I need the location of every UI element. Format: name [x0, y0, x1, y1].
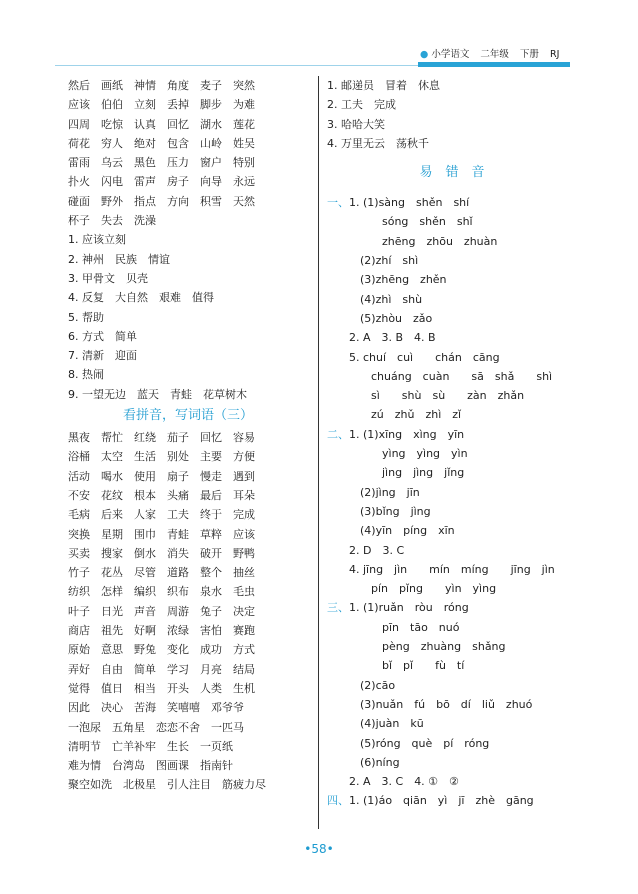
pinyin-line [327, 328, 577, 347]
pinyin-line [327, 695, 577, 714]
pinyin-line [327, 251, 577, 270]
answer-line: 4. 反复 大自然 艰难 值得 [68, 291, 214, 305]
word-row: 纺织 怎样 编织 织布 泉水 毛虫 [68, 585, 255, 599]
answer-line: 2. 神州 民族 情谊 [68, 252, 170, 266]
pinyin-text: (6)níng [327, 755, 400, 769]
pinyin-text: (5)róng què pí róng [327, 736, 490, 750]
word-row: 活动 喝水 使用 扇子 慢走 遇到 [68, 469, 255, 483]
pinyin-text: (3)bǐng jìng [327, 504, 431, 518]
pinyin-line [327, 463, 577, 482]
pinyin-line [327, 502, 577, 521]
answer-line: 1. 应该立刻 [68, 233, 126, 247]
word-row: 聚空如洗 北极星 引人注目 筋疲力尽 [68, 778, 266, 792]
volume: 下册 [519, 49, 539, 60]
pinyin-line [327, 348, 577, 367]
section-title-yicuoyin: 易 错 音 [419, 165, 485, 181]
pinyin-text: (2)zhí shì [327, 254, 419, 268]
pinyin-text: 4. jīng jìn mín míng jīng jìn [327, 562, 555, 576]
pinyin-text: 2. A 3. B 4. B [327, 331, 436, 345]
word-row: 难为情 台湾岛 图画课 指南针 [68, 759, 233, 773]
pinyin-text: (3)nuǎn fú bō dí liǔ zhuó [327, 697, 533, 711]
word-row: 竹子 花丛 尽管 道路 整个 抽丝 [68, 566, 255, 580]
word-row: 不安 花纹 根本 头痛 最后 耳朵 [68, 488, 255, 502]
pinyin-text: bǐ pǐ fù tí [327, 659, 465, 673]
header-accent-bar [418, 62, 570, 67]
answer-line: 3. 甲骨文 贝壳 [68, 271, 148, 285]
pinyin-line [327, 444, 577, 463]
pinyin-text: 1. (1)áo qiān yì jī zhè gāng [349, 794, 534, 808]
question-number: 四、 [327, 794, 349, 808]
pinyin-text: (2)jìng jīn [327, 485, 420, 499]
pinyin-line [327, 734, 577, 753]
word-row: 觉得 值日 相当 开头 人类 生机 [68, 681, 255, 695]
subject: 小学语文 [431, 49, 470, 60]
pinyin-text: 2. A 3. C 4. ① ② [327, 775, 459, 789]
pinyin-text: zú zhǔ zhì zǐ [327, 408, 462, 422]
answer-line: 3. 哈哈大笑 [327, 117, 385, 131]
pinyin-text: (4)yīn píng xīn [327, 524, 455, 538]
answer-line: 2. 工夫 完成 [327, 98, 396, 112]
word-row: 突换 星期 围巾 青蛙 草粹 应该 [68, 527, 255, 541]
pinyin-line [327, 791, 577, 810]
word-row: 扑火 闪电 雷声 房子 向导 永远 [68, 175, 255, 189]
answer-line: 7. 清新 迎面 [68, 349, 137, 363]
edition: RJ [549, 49, 560, 60]
pinyin-text: pèng zhuàng shǎng [327, 640, 506, 654]
pinyin-text: chuáng cuàn sā shǎ shì [327, 369, 553, 383]
word-row: 毛病 后来 人家 工夫 终于 完成 [68, 508, 255, 522]
word-row: 清明节 亡羊补牢 生长 一页纸 [68, 739, 233, 753]
pinyin-line [327, 367, 577, 386]
pinyin-line [327, 618, 577, 637]
word-row: 碰面 野外 指点 方向 积雪 天然 [68, 194, 255, 208]
pinyin-line [327, 637, 577, 656]
pinyin-text: 1. (1)sàng shěn shí [349, 196, 470, 210]
pinyin-line [327, 656, 577, 675]
pinyin-line [327, 232, 577, 251]
pinyin-text: (4)juàn kū [327, 717, 424, 731]
pinyin-line [327, 425, 577, 444]
pinyin-text: pín pǐng yìn yìng [327, 582, 497, 596]
pinyin-text: yìng yìng yìn [327, 447, 468, 461]
question-number: 一、 [327, 196, 349, 210]
word-row: 荷花 穷人 绝对 包含 山岭 姓吴 [68, 136, 255, 150]
word-row: 雷雨 乌云 黑色 压力 窗户 特别 [68, 156, 255, 170]
pinyin-text: 1. (1)ruǎn ròu róng [349, 601, 469, 615]
answer-line: 4. 万里无云 荡秋千 [327, 136, 429, 150]
answer-line: 5. 帮助 [68, 310, 104, 324]
answer-line: 6. 方式 简单 [68, 329, 137, 343]
pinyin-line [327, 521, 577, 540]
pinyin-text: (2)cāo [327, 678, 396, 692]
pinyin-line [327, 270, 577, 289]
pinyin-line [327, 386, 577, 405]
word-row: 然后 画纸 神情 角度 麦子 突然 [68, 79, 255, 92]
header-title [420, 46, 559, 60]
pinyin-line [327, 772, 577, 791]
pinyin-line [327, 579, 577, 598]
pinyin-line [327, 753, 577, 772]
word-row: 一泡尿 五角星 恋恋不舍 一匹马 [68, 720, 244, 734]
right-column [327, 76, 577, 811]
word-row: 原始 意思 野兔 变化 成功 方式 [68, 643, 255, 657]
pinyin-line [327, 541, 577, 560]
pinyin-text: (4)zhì shù [327, 292, 423, 306]
pinyin-text: sóng shěn shǐ [327, 215, 473, 229]
answer-line: 1. 邮递员 冒着 休息 [327, 79, 440, 92]
left-column [68, 76, 308, 795]
pinyin-text: 2. D 3. C [327, 543, 405, 557]
pinyin-line [327, 290, 577, 309]
word-row: 商店 祖先 好啊 浓绿 害怕 赛跑 [68, 624, 255, 638]
page-number: •58• [304, 842, 334, 856]
pinyin-text: zhēng zhōu zhuàn [327, 234, 498, 248]
column-divider [318, 76, 319, 829]
pinyin-line [327, 193, 577, 212]
bullet-icon: ● [420, 49, 429, 60]
word-row: 杯子 失去 洗澡 [68, 214, 156, 228]
word-row: 买卖 搜家 倒水 消失 破开 野鸭 [68, 546, 255, 560]
pinyin-text: jìng jìng jǐng [327, 466, 465, 480]
pinyin-text: (3)zhēng zhěn [327, 273, 447, 287]
grade: 二年级 [480, 49, 509, 60]
pinyin-text: 5. chuí cuì chán cāng [327, 350, 500, 364]
pinyin-text: 1. (1)xīng xìng yīn [349, 427, 465, 441]
pinyin-line [327, 598, 577, 617]
answer-line: 9. 一望无边 蓝天 青蛙 花草树木 [68, 387, 247, 401]
pinyin-line [327, 212, 577, 231]
word-row: 四周 吃惊 认真 回忆 湖水 莲花 [68, 117, 255, 131]
pinyin-line [327, 309, 577, 328]
pinyin-line [327, 676, 577, 695]
pinyin-text: sì shù sù zàn zhǎn [327, 389, 525, 403]
pinyin-line [327, 560, 577, 579]
pinyin-text: pīn tāo nuó [327, 620, 460, 634]
pinyin-line [327, 483, 577, 502]
pinyin-line [327, 405, 577, 424]
header-rule [55, 65, 418, 66]
word-row: 弄好 自由 简单 学习 月亮 结局 [68, 662, 255, 676]
answer-line: 8. 热闹 [68, 368, 104, 382]
word-row: 叶子 日光 声音 周游 兔子 决定 [68, 604, 255, 618]
word-row: 应该 伯伯 立刻 丢掉 脚步 为难 [68, 98, 255, 112]
pinyin-line [327, 714, 577, 733]
question-number: 二、 [327, 427, 349, 441]
word-row: 黑夜 帮忙 红绕 茄子 回忆 容易 [68, 431, 255, 445]
section-title-pinyin: 看拼音，写词语（三） [122, 408, 253, 424]
word-row: 因此 决心 苦海 笑嘻嘻 邓爷爷 [68, 701, 244, 715]
word-row: 浴桶 太空 生活 别处 主要 方便 [68, 450, 255, 464]
pinyin-text: (5)zhòu zǎo [327, 311, 433, 325]
question-number: 三、 [327, 601, 349, 615]
